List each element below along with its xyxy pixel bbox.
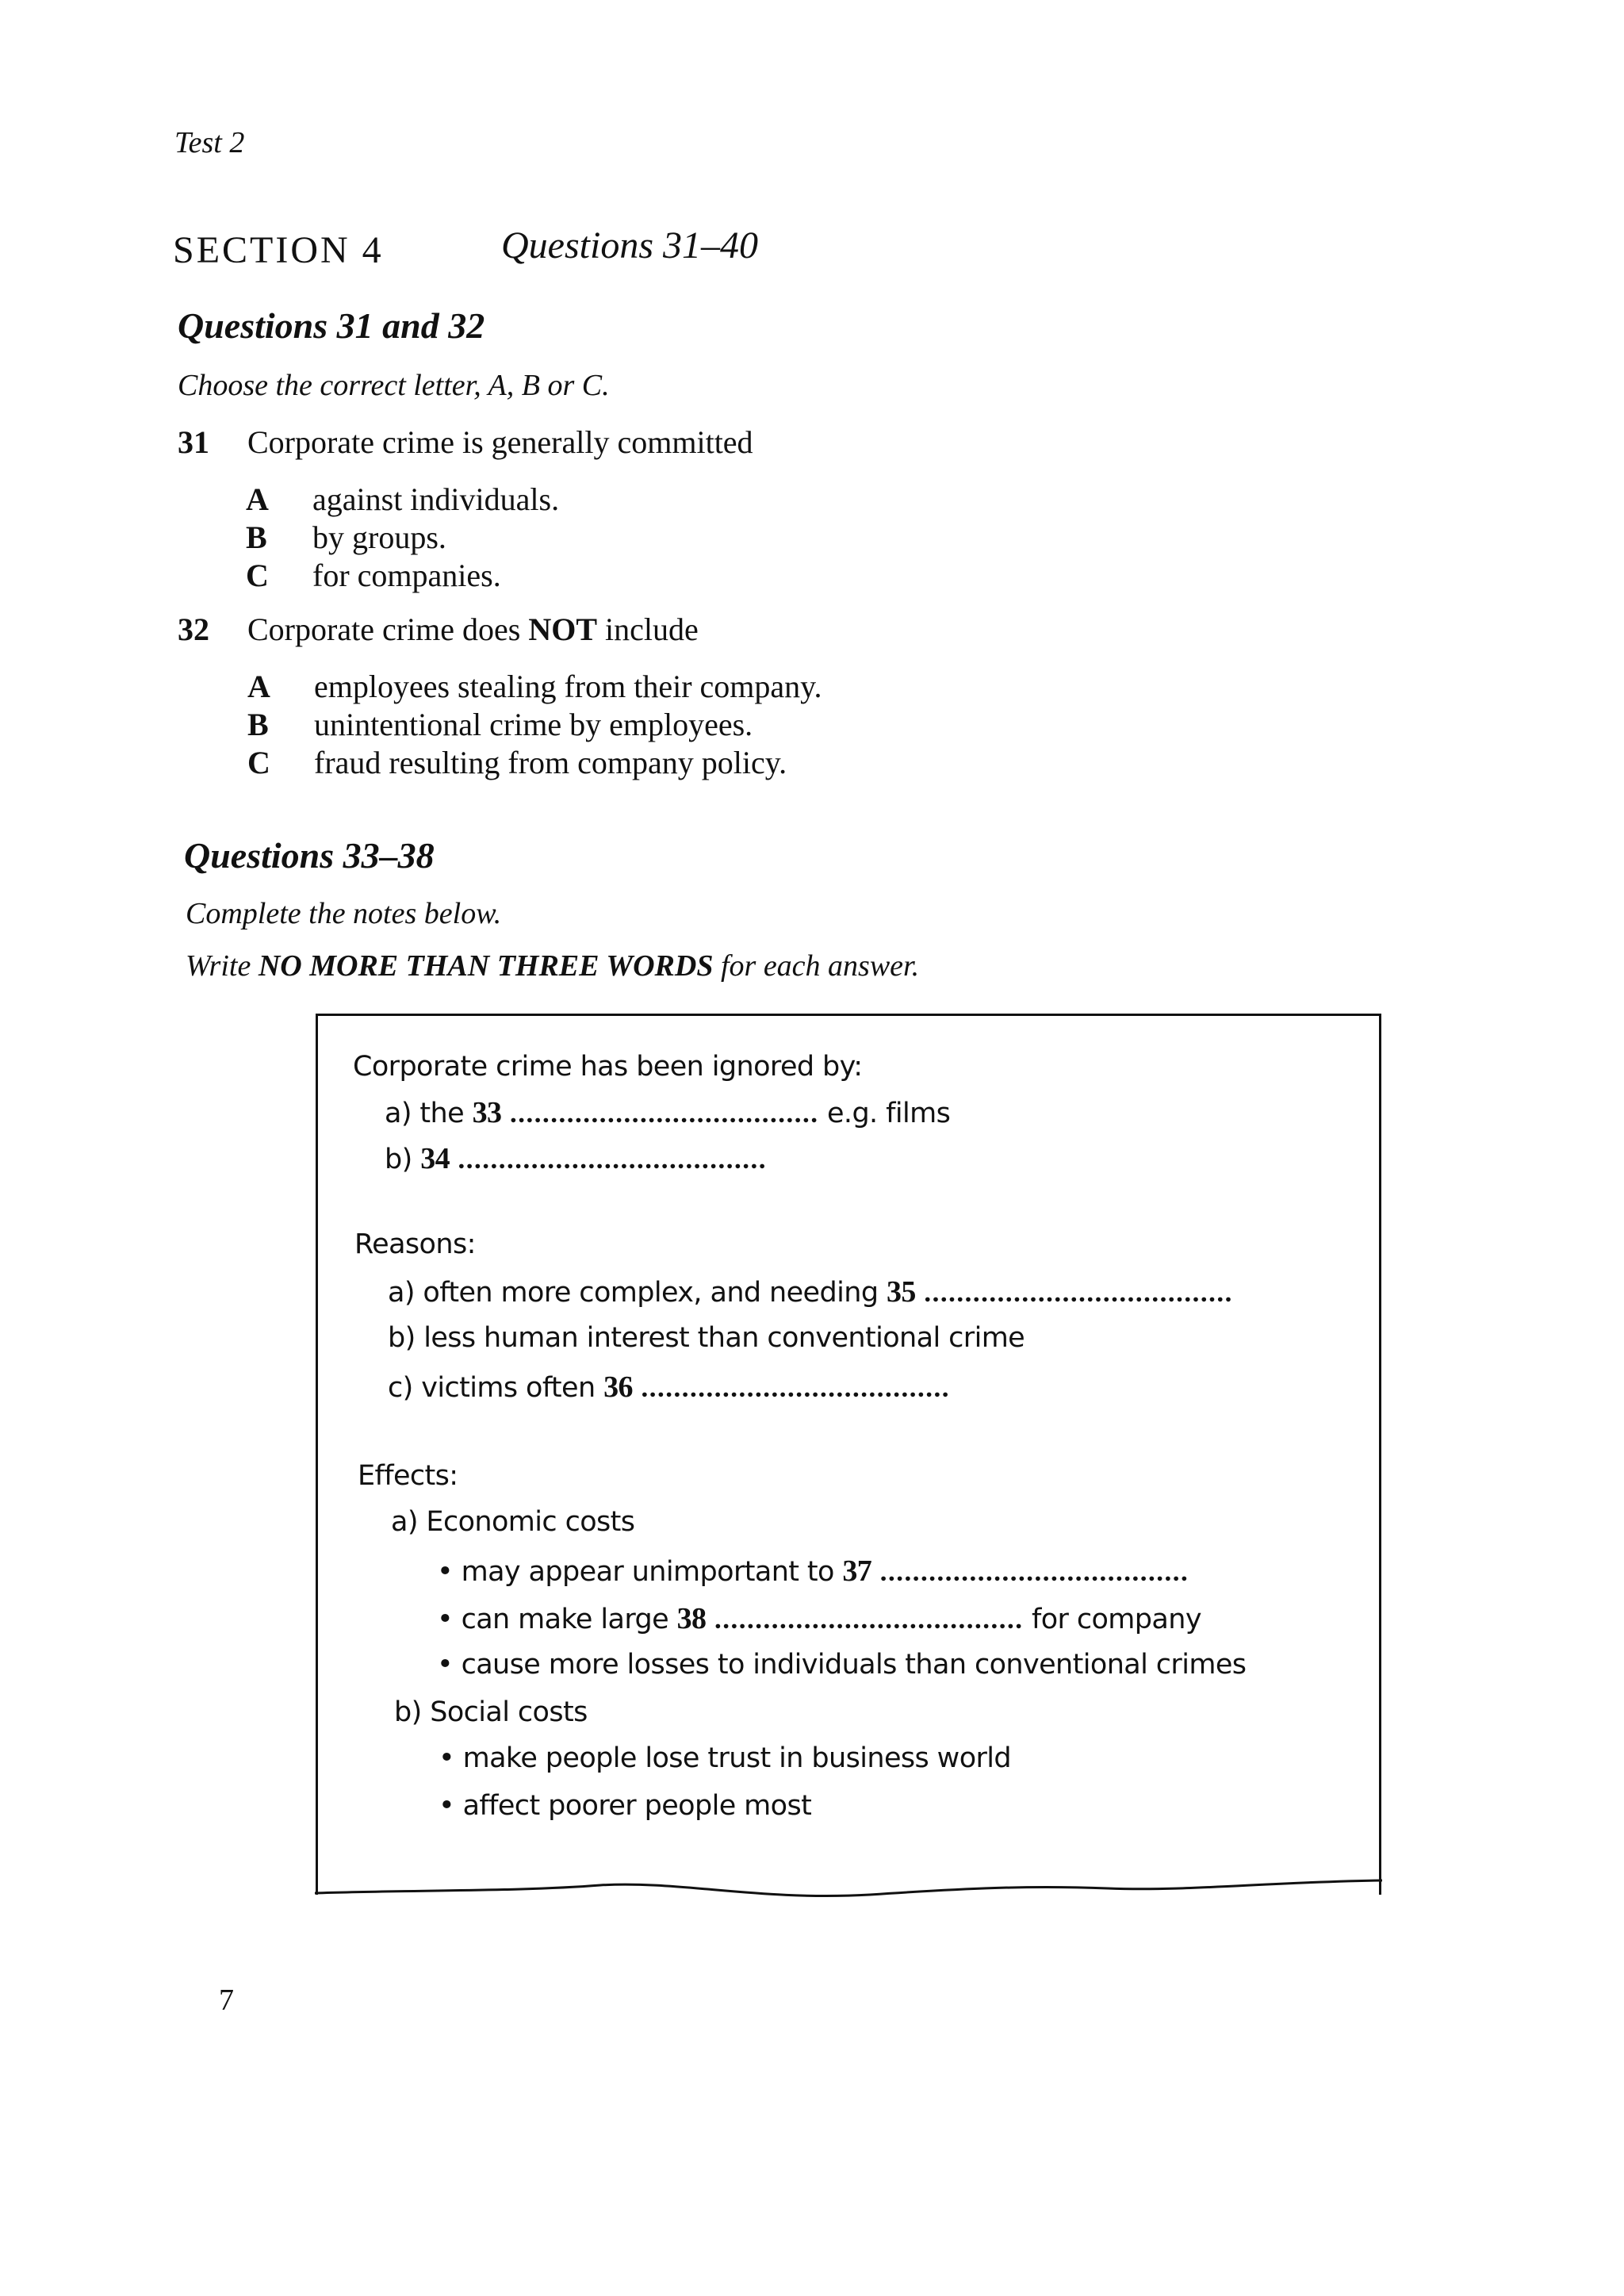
questions-33-38-heading: Questions 33–38 (184, 835, 435, 876)
question-32 (178, 611, 699, 648)
option-letter: C (246, 558, 269, 593)
option-text: for companies. (312, 558, 501, 593)
answer-blank[interactable]: ...................................... (509, 1098, 819, 1129)
note-text: • can make large (437, 1604, 669, 1635)
notes-ignored-a (385, 1095, 950, 1130)
answer-number: 38 (676, 1602, 707, 1635)
note-text: b) (385, 1144, 412, 1175)
option-text: fraud resulting from company policy. (314, 745, 787, 780)
questions-31-32-instruction: Choose the correct letter, A, B or C. (178, 369, 610, 402)
questions-31-32-heading: Questions 31 and 32 (178, 305, 485, 346)
option-text: unintentional crime by employees. (314, 707, 753, 742)
instruction-emphasis: NO MORE THAN THREE WORDS (258, 949, 714, 983)
notes-economic-2 (437, 1601, 1201, 1636)
notes-reason-a (388, 1274, 1233, 1309)
answer-blank[interactable]: ...................................... (879, 1556, 1189, 1587)
answer-blank[interactable]: ...................................... (714, 1604, 1024, 1635)
answer-blank[interactable]: ...................................... (458, 1144, 768, 1175)
answer-number: 35 (886, 1275, 916, 1309)
question-number: 32 (178, 611, 209, 647)
notes-ignored-title: Corporate crime has been ignored by: (353, 1051, 863, 1083)
answer-number: 34 (420, 1142, 450, 1175)
note-text-suffix: for company (1032, 1604, 1201, 1635)
note-text: c) victims often (388, 1372, 596, 1404)
questions-33-38-instruction: Complete the notes below. (186, 897, 502, 930)
answer-number: 37 (842, 1554, 872, 1588)
option-32-a[interactable] (247, 668, 822, 705)
note-text: • may appear unimportant to (437, 1556, 834, 1588)
torn-edge (315, 1874, 1382, 1914)
question-text: Corporate crime is generally committed (247, 424, 753, 460)
notes-effects-title: Effects: (358, 1460, 458, 1492)
option-32-c[interactable] (247, 744, 787, 781)
option-32-b[interactable] (247, 706, 753, 743)
question-text: Corporate crime does (247, 611, 529, 647)
note-text: a) the (385, 1098, 465, 1129)
instruction-text-end: for each answer. (713, 949, 920, 983)
notes-social-title: b) Social costs (394, 1696, 588, 1728)
notes-economic-3: • cause more losses to individuals than conventional crimes (437, 1649, 1247, 1681)
notes-economic-title: a) Economic costs (391, 1506, 635, 1538)
notes-ignored-b (385, 1141, 767, 1176)
notes-social-1: • make people lose trust in business world (439, 1742, 1012, 1774)
note-text-suffix: e.g. films (826, 1098, 951, 1129)
answer-blank[interactable]: ...................................... (924, 1277, 1233, 1308)
note-text: a) often more complex, and needing (388, 1277, 879, 1309)
notes-reason-b: b) less human interest than conventional crime (388, 1322, 1025, 1354)
question-text-end: include (597, 611, 699, 647)
option-letter: A (246, 481, 269, 517)
test-label: Test 2 (174, 126, 245, 159)
notes-social-2: • affect poorer people most (439, 1790, 812, 1822)
option-letter: B (246, 519, 267, 555)
question-31 (178, 424, 753, 461)
notes-reasons-title: Reasons: (354, 1228, 476, 1260)
option-31-a[interactable] (246, 481, 559, 518)
word-limit-instruction (186, 949, 919, 983)
section-range: Questions 31–40 (501, 224, 758, 266)
page-number: 7 (219, 1984, 234, 2017)
question-emphasis: NOT (528, 611, 598, 647)
answer-number: 33 (472, 1096, 502, 1129)
instruction-text: Write (186, 949, 259, 983)
option-letter: A (247, 669, 270, 704)
notes-reason-c (388, 1370, 950, 1405)
section-title: SECTION 4 (173, 229, 384, 271)
question-number: 31 (178, 424, 209, 460)
option-31-c[interactable] (246, 557, 501, 594)
option-31-b[interactable] (246, 519, 446, 556)
option-text: by groups. (312, 519, 446, 555)
notes-economic-1 (437, 1554, 1189, 1589)
option-text: against individuals. (312, 481, 560, 517)
answer-number: 36 (603, 1370, 633, 1404)
option-text: employees stealing from their company. (314, 669, 822, 704)
option-letter: C (247, 745, 270, 780)
option-letter: B (247, 707, 269, 742)
notes-box (316, 1014, 1381, 1895)
answer-blank[interactable]: ...................................... (641, 1372, 950, 1403)
